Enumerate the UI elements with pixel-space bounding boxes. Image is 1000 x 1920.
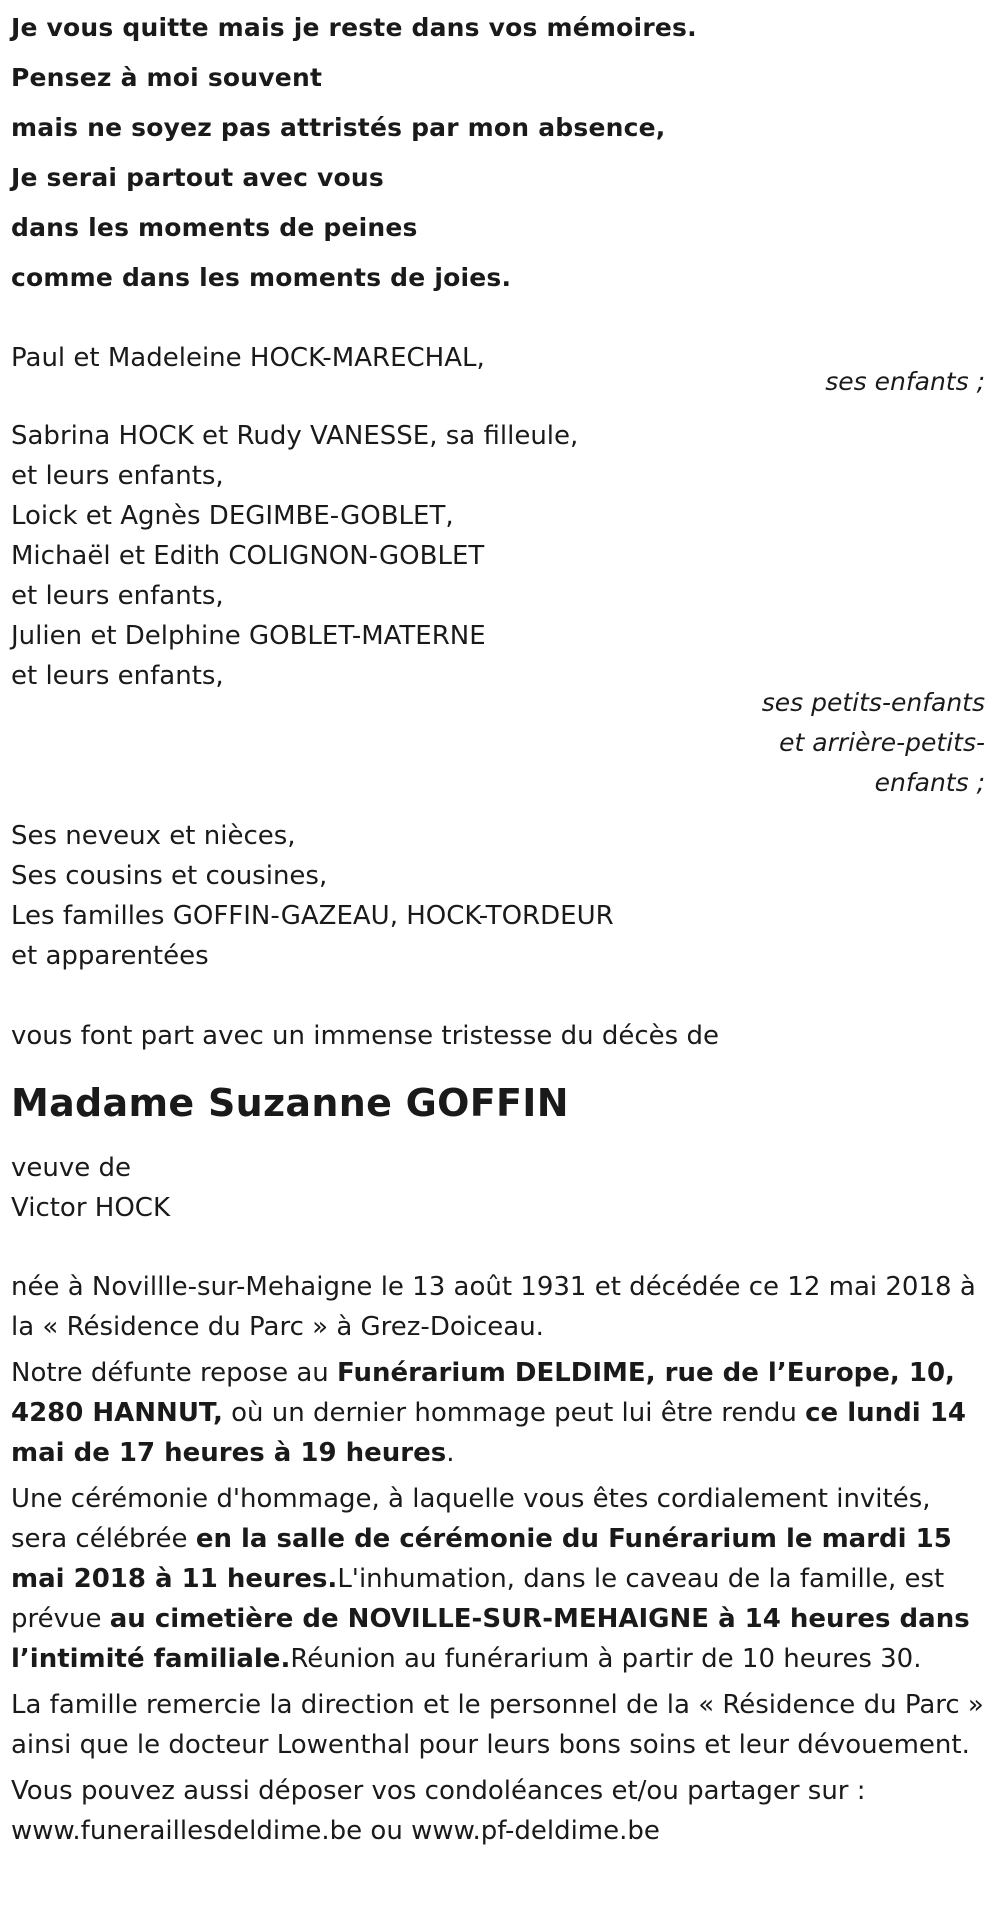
grandchildren-line: Sabrina HOCK et Rudy VANESSE, sa filleule, — [11, 421, 579, 451]
grandchildren-line: Loick et Agnès DEGIMBE-GOBLET, — [11, 501, 454, 531]
condolences-paragraph: Vous pouvez aussi déposer vos condoléances et/ou partager sur : www.funeraillesdeldime.be ou www.pf-deldime.be — [11, 1776, 866, 1846]
poem-line: Je vous quitte mais je reste dans vos mémoires. — [11, 13, 697, 42]
grandchildren-line: et leurs enfants, — [11, 661, 224, 691]
repose-text: . — [446, 1438, 455, 1468]
children-relation: ses enfants ; — [825, 367, 985, 396]
poem-line: dans les moments de peines — [11, 213, 418, 242]
grandchildren-line: Julien et Delphine GOBLET-MATERNE — [11, 621, 486, 651]
grandchildren-block — [11, 416, 991, 803]
burial-details: au cimetière de NOVILLE-SUR-MEHAIGNE à 14 heures dans l’intimité familiale. — [11, 1604, 970, 1674]
ceremony-details: en la salle de cérémonie du Funérarium le mardi 15 mai 2018 à 11 heures. — [11, 1524, 952, 1594]
ceremony-text: L'inhumation, dans le caveau de la famille, est prévue — [11, 1564, 945, 1634]
poem-line: comme dans les moments de joies. — [11, 263, 512, 292]
grandchildren-line: et leurs enfants, — [11, 581, 224, 611]
spouse-name: Victor HOCK — [11, 1193, 171, 1223]
widow-block — [11, 1148, 991, 1228]
grandchildren-line: et leurs enfants, — [11, 461, 224, 491]
children-block — [11, 338, 991, 402]
grandchildren-relation: enfants ; — [874, 768, 985, 797]
poem-line: mais ne soyez pas attristés par mon absence, — [11, 113, 666, 142]
ceremony-text: Réunion au funérarium à partir de 10 heures 30. — [290, 1644, 922, 1674]
repose-text: Notre défunte repose au — [11, 1358, 338, 1388]
extended-family-line: et apparentées — [11, 941, 209, 971]
ceremony-text: Une cérémonie d'hommage, à laquelle vous êtes cordialement invités, sera célébrée — [11, 1484, 931, 1554]
repose-paragraph — [11, 1353, 991, 1473]
funerarium-address: Funérarium DELDIME, rue de l’Europe, 10, 4280 HANNUT, — [11, 1358, 955, 1428]
repose-text: où un dernier hommage peut lui être rendu — [222, 1398, 806, 1428]
extended-family-block — [11, 816, 991, 976]
poem-line: Je serai partout avec vous — [11, 163, 384, 192]
obituary-notice — [11, 8, 991, 1851]
grandchildren-relation: ses petits-enfants — [761, 688, 985, 717]
poem — [11, 8, 991, 308]
grandchildren-line: Michaël et Edith COLIGNON-GOBLET — [11, 541, 485, 571]
birth-death-paragraph: née à Novillle-sur-Mehaigne le 13 août 1931 et décédée ce 12 mai 2018 à la « Résidence du Parc » à Grez-Doiceau. — [11, 1272, 976, 1342]
extended-family-line: Ses neveux et nièces, — [11, 821, 296, 851]
extended-family-line: Ses cousins et cousines, — [11, 861, 328, 891]
grandchildren-relation: et arrière-petits- — [779, 728, 985, 757]
announcement: vous font part avec un immense tristesse du décès de — [11, 1021, 719, 1051]
deceased-name: Madame Suzanne GOFFIN — [11, 1081, 569, 1125]
ceremony-paragraph — [11, 1479, 991, 1679]
widow-label: veuve de — [11, 1153, 132, 1183]
thanks-paragraph: La famille remercie la direction et le personnel de la « Résidence du Parc » ainsi que le docteur Lowenthal pour leurs bons soins et leur dévouement. — [11, 1690, 984, 1760]
visiting-hours: ce lundi 14 mai de 17 heures à 19 heures — [11, 1398, 966, 1468]
children-names: Paul et Madeleine HOCK-MARECHAL, — [11, 343, 485, 373]
poem-line: Pensez à moi souvent — [11, 63, 323, 92]
extended-family-line: Les familles GOFFIN-GAZEAU, HOCK-TORDEUR — [11, 901, 614, 931]
